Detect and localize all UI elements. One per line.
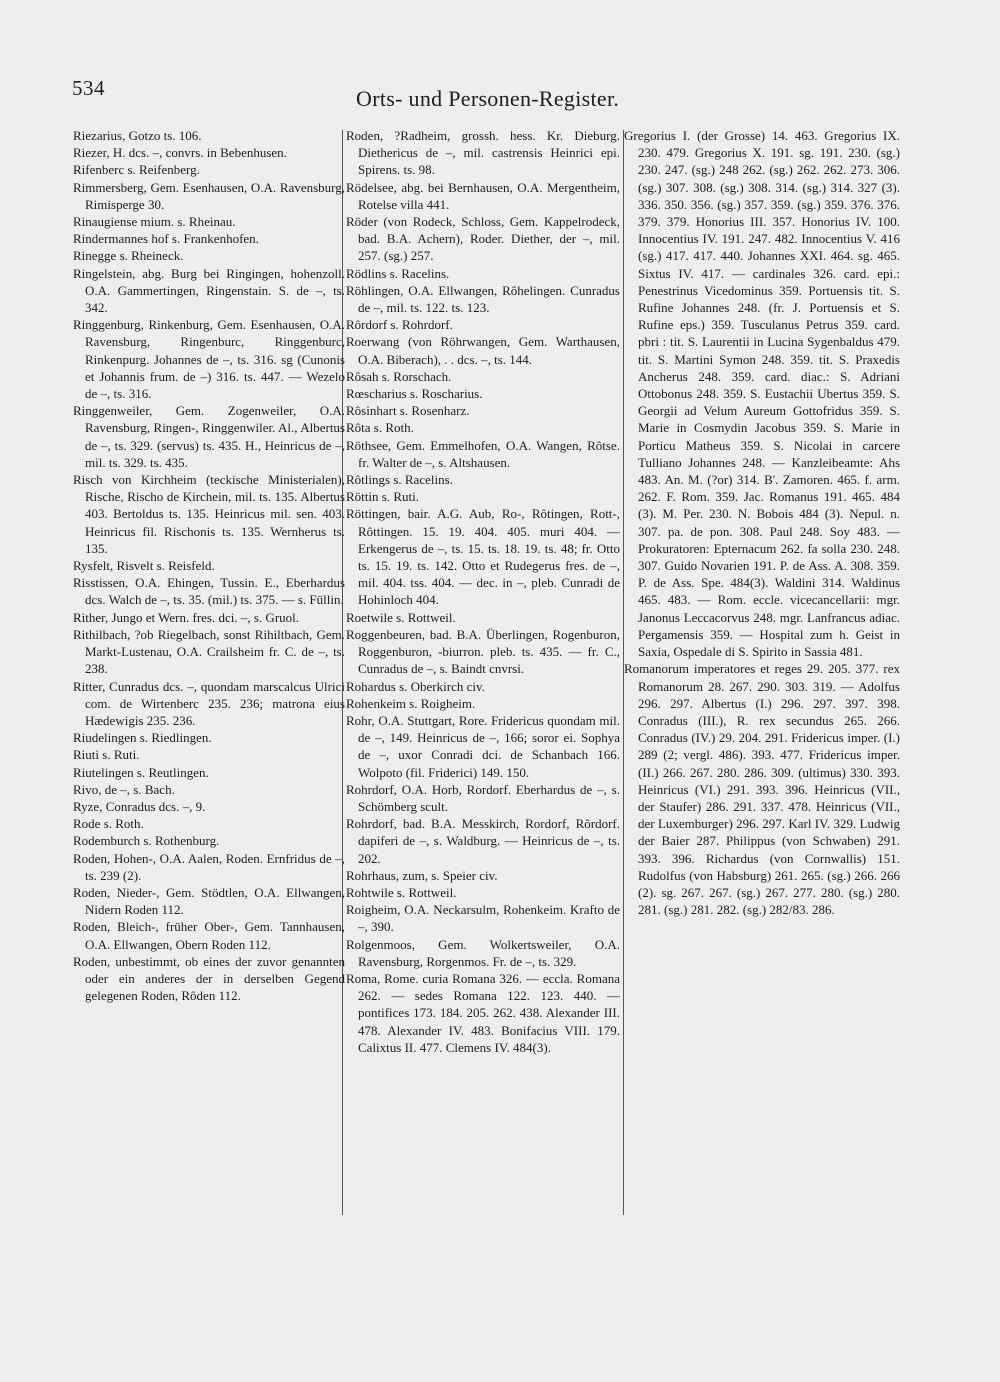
register-entry: Risch von Kirchheim (teckische Ministerialen), Rische, Rischo de Kirchein, mil. ts. 135. Albertus 403. Bertoldus ts. 135. Heinricus mil. sen. 403. Heinricus fil. Rischonis ts. 135. Wernherus ts. 135. xyxy=(73,472,345,556)
register-entry: Rôsinhart s. Rosenharz. xyxy=(346,403,470,419)
register-entry: Risstissen, O.A. Ehingen, Tussin. E., Eberhardus dcs. Walch de –, ts. 35. (mil.) ts. 375. — s. Füllin. xyxy=(73,575,345,608)
register-entry: Rôta s. Roth. xyxy=(346,420,414,436)
register-entry: Rohr, O.A. Stuttgart, Rore. Fridericus quondam mil. de –, 149. Heinricus de –, 166; soror ei. Sophya de –, uxor Conradi dci. de Schanbach 166. Wolpoto (fil. Friderici) 149. 150. xyxy=(346,712,620,780)
register-entry: Gregorius I. (der Grosse) 14. 463. Gregorius IX. 230. 479. Gregorius X. 191. sg. 191. 230. (sg.) 230. 247. (sg.) 248 262. (sg.) 262. 262. 273. 306. (sg.) 307. 308. (sg.) 308. 314. (sg.) 314. 327 (3). 336. 350. 356. (sg.) 357. 359. (sg.) 359. 376. 376. 379. 379. Honorius III. 357. Honorius IV. 100. Innocentius IV. 191. 247. 482. Innocentius V. 416 (sg.) 417. 417. 440. Johannes XXI. 464. sg. 465. Sixtus IV. 417. — cardinales 326. card. epi.: Penestrinus Vicedominus 359. Portuensis tit. S. Rufine Johannes 248. (fr. J. Portuensis et S. Rufine eps.) 359. Tusculanus Petrus 359. card. pbri : tit. S. Laurentii in Lucina Sygenbaldus 479. tit. S. Martini Symon 248. 359. tit. S. Praxedis Ancherus 248. 359. card. diac.: S. Adriani Ottobonus 248. 359. S. Eustachii Ubertus 359. S. Georgii ad Velum Aureum Gottofridus 359. S. Marie in Cosmydin Jacobus 359. S. Marie in Porticu Matheus 359. S. Nicolai in carcere Tulliano Johannes 248. — Kanzleibeamte: Ahs 483. An. M. (?or) 314. B'. Zamoren. 465. f. arm. 262. F. Rom. 359. Jac. Romanus 191. 465. 484 (3). M. Per. 230. N. Bobois 484 (3). Nepul. n. 307. pa. de pon. 308. Paul 248. Soy 483. — Prokuratoren: Epternacum 262. fa solla 230. 248. 307. Guido Novarien 191. P. de Ass. A. 308. 359. P. de Ass. Spe. 484(3). Waldini 314. Waldinus 465. 483. — Rom. eccle. vicecancellarii: mgr. Janonus Leccacorvus 248. mgr. Lanfrancus adiac. Pergamensis 359. — Hospital zum h. Geist in Saxia, Ospedale di S. Spirito in Sassia 481. xyxy=(624,128,900,660)
register-entry: Röder (von Rodeck, Schloss, Gem. Kappelrodeck, bad. B.A. Achern), Roder. Diether, der –, mil. 257. (sg.) 257. xyxy=(346,214,620,264)
running-title: Orts- und Personen-Register. xyxy=(356,86,620,111)
register-entry: Rindermannes hof s. Frankenhofen. xyxy=(73,231,259,247)
register-entry: Rœscharius s. Roscharius. xyxy=(346,386,483,402)
register-entry: Ringgenweiler, Gem. Zogenweiler, O.A. Ravensburg, Ringen-, Ringgenwiler. Al., Albertus de –, ts. 329. (servus) ts. 435. H., Heinricus de –, mil. ts. 329. ts. 435. xyxy=(73,403,345,470)
register-entry: Riezarius, Gotzo ts. 106. xyxy=(73,128,202,143)
register-entry: Ringelstein, abg. Burg bei Ringingen, hohenzoll. O.A. Gammertingen, Ringenstain. S. de –, ts. 342. xyxy=(73,265,345,316)
register-entry: Roetwile s. Rottweil. xyxy=(346,609,456,625)
register-entry: Riuti s. Ruti. xyxy=(73,747,140,763)
register-entry: Rinaugiense mium. s. Rheinau. xyxy=(73,214,236,230)
register-entry: Romanorum imperatores et reges 29. 205. 377. rex Romanorum 28. 267. 290. 303. 319. — Adolfus 296. 297. Albertus (I.) 296. 297. 397. 398. Conradus (III.), R. rex secundus 265. 266. Conradus (IV.) 29. 204. 291. Fridericus imper. (I.) 289 (2; vergl. 486). 393. 477. Fridericus imper. (II.) 266. 267. 280. 286. 309. (ultimus) 330. 393. Heinricus (VI.) 291. 393. 396. Heinricus (VII., der Staufer) 286. 291. 337. 478. Heinricus (VII., der Luxemburger) 296. 297. Karl IV. 329. Ludwig der Baier 287. Philippus (von Schwaben) 291. 393. 396. Richardus (von Cornwallis) 151. Rudolfus (von Habsburg) 261. 265. (sg.) 266. 266 (2). sg. 267. 267. (sg.) 267. 277. 280. (sg.) 280. 281. (sg.) 281. 282. (sg.) 282/83. 286. xyxy=(624,661,900,918)
register-entry: Rodemburch s. Rothenburg. xyxy=(73,833,220,849)
register-entry: Röthsee, Gem. Emmelhofen, O.A. Wangen, Rôtse. fr. Walter de –, s. Altshausen. xyxy=(346,437,620,470)
register-entry: Röhlingen, O.A. Ellwangen, Rôhelingen. Cunradus de –, mil. ts. 122. ts. 123. xyxy=(346,282,620,316)
register-entry: Rifenberc s. Reifenberg. xyxy=(73,162,200,178)
register-entry: Rôrdorf s. Rohrdorf. xyxy=(346,317,453,333)
register-entry: Rôsah s. Rorschach. xyxy=(346,368,452,384)
register-entry: Roden, ?Radheim, grossh. hess. Kr. Dieburg. Diethericus de –, mil. castrensis Heinrici epi. Spirens. ts. 98. xyxy=(346,128,620,178)
register-entry: Rolgenmoos, Gem. Wolkertsweiler, O.A. Ravensburg, Rorgenmos. Fr. de –, ts. 329. xyxy=(346,936,620,969)
register-entry: Rödelsee, abg. bei Bernhausen, O.A. Mergentheim, Rotelse villa 441. xyxy=(346,179,620,212)
register-entry: Rohtwile s. Rottweil. xyxy=(346,884,457,900)
register-column-left xyxy=(73,127,345,1004)
page-number: 534 xyxy=(72,76,105,100)
register-entry: Rohardus s. Oberkirch civ. xyxy=(346,678,485,694)
register-entry: Ryze, Conradus dcs. –, 9. xyxy=(73,798,206,814)
register-entry: Rödlins s. Racelins. xyxy=(346,265,450,281)
register-entry: Riezer, H. dcs. –, convrs. in Bebenhusen. xyxy=(73,145,287,161)
register-entry: Rohenkeim s. Roigheim. xyxy=(346,695,476,711)
register-entry: Roigheim, O.A. Neckarsulm, Rohenkeim. Krafto de –, 390. xyxy=(346,902,620,935)
register-entry: Riutelingen s. Reutlingen. xyxy=(73,764,209,780)
register-entry: Röttin s. Ruti. xyxy=(346,489,419,505)
register-entry: Röttingen, bair. A.G. Aub, Ro-, Rôtingen, Rott-, Rôttingen. 15. 19. 404. 405. muri 404. — Erkengerus de –, ts. 15. ts. 18. 19. ts. 48; fr. Otto ts. 15. 19. ts. 142. Otto et Rudegerus fres. de –, mil. 404. tss. 404. — dec. in –, pleb. Cunradi de Hohinloch 404. xyxy=(346,506,620,608)
register-entry: Ritter, Cunradus dcs. –, quondam marscalcus Ulrici com. de Wirtenberc 235. 236; matrona eius Hædewigis 235. 236. xyxy=(73,678,345,728)
register-entry: Roden, Hohen-, O.A. Aalen, Roden. Ernfridus de –, ts. 239 (2). xyxy=(73,850,345,883)
register-entry: Rither, Jungo et Wern. fres. dci. –, s. Gruol. xyxy=(73,609,300,625)
register-column-middle xyxy=(346,127,620,1056)
register-entry: Roma, Rome. curia Romana 326. — eccla. Romana 262. — sedes Romana 122. 123. 440. — pontifices 173. 184. 205. 262. 438. Alexander III. 478. Alexander IV. 483. Bonifacius VIII. 179. Calixtus II. 477. Clemens IV. 484(3). xyxy=(346,970,620,1055)
register-entry: Rinegge s. Rheineck. xyxy=(73,248,184,264)
register-entry: Roggenbeuren, bad. B.A. Überlingen, Rogenburon, Roggenburon, -biurron. pleb. ts. 435. — fr. C., Cunradus de –, s. Baindt cnvrsi. xyxy=(346,626,620,677)
register-column-right xyxy=(624,127,900,918)
register-entry: Rimmersberg, Gem. Esenhausen, O.A. Ravensburg, Rimisperge 30. xyxy=(73,179,345,212)
register-entry: Roerwang (von Röhrwangen, Gem. Warthausen, O.A. Biberach), . . dcs. –, ts. 144. xyxy=(346,334,620,367)
register-entry: Ringgenburg, Rinkenburg, Gem. Esenhausen, O.A. Ravensburg, Ringenburc, Ringgenburc, Rinkenpurg. Johannes de –, ts. 316. sg (Cunonis et Johannis frum. de –) 316. ts. 447. — Wezelo de –, ts. 316. xyxy=(73,317,345,402)
register-entry: Rohrdorf, bad. B.A. Messkirch, Rordorf, Rôrdorf. dapiferi de –, s. Waldburg. — Heinricus de –, ts. 202. xyxy=(346,816,620,866)
register-entry: Rode s. Roth. xyxy=(73,816,144,832)
register-entry: Riudelingen s. Riedlingen. xyxy=(73,730,212,746)
register-entry: Rohrdorf, O.A. Horb, Rordorf. Eberhardus de –, s. Schömberg scult. xyxy=(346,781,620,814)
register-entry: Rivo, de –, s. Bach. xyxy=(73,781,175,797)
register-entry: Rôtlings s. Racelins. xyxy=(346,472,453,488)
register-entry: Rithilbach, ?ob Riegelbach, sonst Rihiltbach, Gem. Markt-Lustenau, O.A. Crailsheim fr. C. de –, ts. 238. xyxy=(73,626,345,677)
register-entry: Rysfelt, Risvelt s. Reisfeld. xyxy=(73,558,215,574)
register-entry: Rohrhaus, zum, s. Speier civ. xyxy=(346,867,498,883)
register-entry: Roden, unbestimmt, ob eines der zuvor genannten oder ein anderes der in derselben Gegend gelegenen Roden, Rôden 112. xyxy=(73,953,345,1004)
register-entry: Roden, Nieder-, Gem. Stödtlen, O.A. Ellwangen, Nidern Roden 112. xyxy=(73,884,345,918)
register-entry: Roden, Bleich-, früher Ober-, Gem. Tannhausen, O.A. Ellwangen, Obern Roden 112. xyxy=(73,919,345,952)
